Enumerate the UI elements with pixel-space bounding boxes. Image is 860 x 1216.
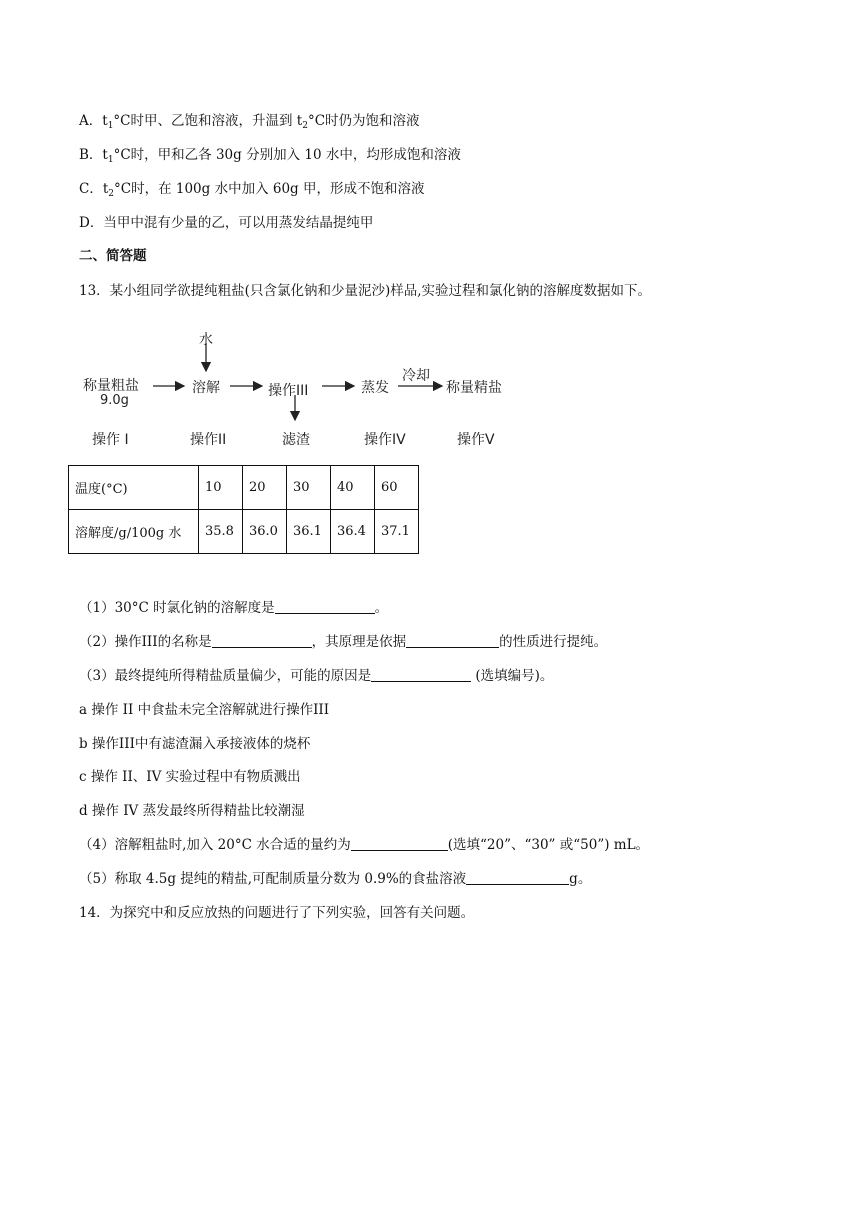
label-evaporate: 蒸发 [361, 380, 389, 396]
answer-blank [371, 667, 471, 682]
option-a: A．$t_1^\circ C$时甲、乙饱和溶液，升温到 $t_2^\circ C$时仍为饱和溶液 [79, 113, 420, 131]
choice-c: c 操作 II、IV 实验过程中有物质溅出 [79, 769, 301, 785]
label-op-5: 操作V [457, 432, 495, 448]
option-b: B．$t_1^\circ C$时，甲和乙各 30g 分别加入 10 水中，均形成饱和溶液 [79, 147, 461, 165]
subquestion-2: （2）操作III的名称是 ，其原理是依据 的性质进行提纯。 [79, 634, 608, 650]
table-cell: 10 [199, 466, 243, 510]
answer-blank [406, 633, 499, 648]
label-weigh-crude: 称量粗盐 [83, 378, 139, 394]
choice-d: d 操作 IV 蒸发最终所得精盐比较潮湿 [79, 803, 305, 819]
table-row [69, 466, 419, 510]
label-water: 水 [199, 332, 213, 348]
option-d: D．当甲中混有少量的乙，可以用蒸发结晶提纯甲 [79, 215, 374, 231]
answer-blank [212, 633, 312, 648]
table-cell: 温度(°C) [69, 466, 199, 510]
process-flow-diagram [80, 325, 530, 455]
label-cool: 冷却 [402, 368, 430, 384]
subquestion-5: （5）称取 4.5g 提纯的精盐,可配制质量分数为 0.9%的食盐溶液 g。 [79, 871, 592, 887]
choice-a: a 操作 II 中食盐未完全溶解就进行操作III [79, 702, 330, 718]
label-operation-3: 操作III [268, 383, 309, 399]
table-row [69, 510, 419, 554]
table-cell: 36.4 [331, 510, 375, 554]
table-cell: 40 [331, 466, 375, 510]
option-c: C．$t_2^\circ C$时，在 100g 水中加入 60g 甲，形成不饱和溶液 [79, 181, 425, 199]
table-cell: 60 [375, 466, 419, 510]
question-14-stem: 14．为探究中和反应放热的问题进行了下列实验，回答有关问题。 [79, 905, 475, 921]
choice-b: b 操作III中有滤渣漏入承接液体的烧杯 [79, 736, 311, 752]
answer-blank [351, 836, 448, 851]
table-cell: 37.1 [375, 510, 419, 554]
section-title: 二、简答题 [79, 248, 147, 264]
label-residue: 滤渣 [282, 432, 310, 448]
label-weigh-refined: 称量精盐 [446, 380, 502, 396]
label-op-2: 操作II [190, 432, 227, 448]
table-cell: 20 [243, 466, 287, 510]
subquestion-3: （3）最终提纯所得精盐质量偏少，可能的原因是 (选填编号)。 [79, 668, 554, 684]
label-dissolve: 溶解 [192, 380, 220, 396]
question-13-stem: 13．某小组同学欲提纯粗盐(只含氯化钠和少量泥沙)样品,实验过程和氯化钠的溶解度数据如下。 [79, 283, 652, 299]
subquestion-1: （1）30°C 时氯化钠的溶解度是 。 [79, 600, 389, 616]
label-op-4: 操作IV [364, 432, 406, 448]
table-cell: 35.8 [199, 510, 243, 554]
subquestion-4: （4）溶解粗盐时,加入 20°C 水合适的量约为 (选填“20”、“30” 或“50”) mL。 [79, 837, 650, 853]
table-cell: 溶解度/g/100g 水 [69, 510, 199, 554]
label-mass: 9.0g [100, 393, 129, 408]
table-cell: 30 [287, 466, 331, 510]
table-cell: 36.0 [243, 510, 287, 554]
answer-blank [466, 870, 569, 885]
label-op-1: 操作 I [92, 432, 129, 448]
solubility-table [68, 465, 419, 554]
table-cell: 36.1 [287, 510, 331, 554]
answer-blank [275, 599, 375, 614]
